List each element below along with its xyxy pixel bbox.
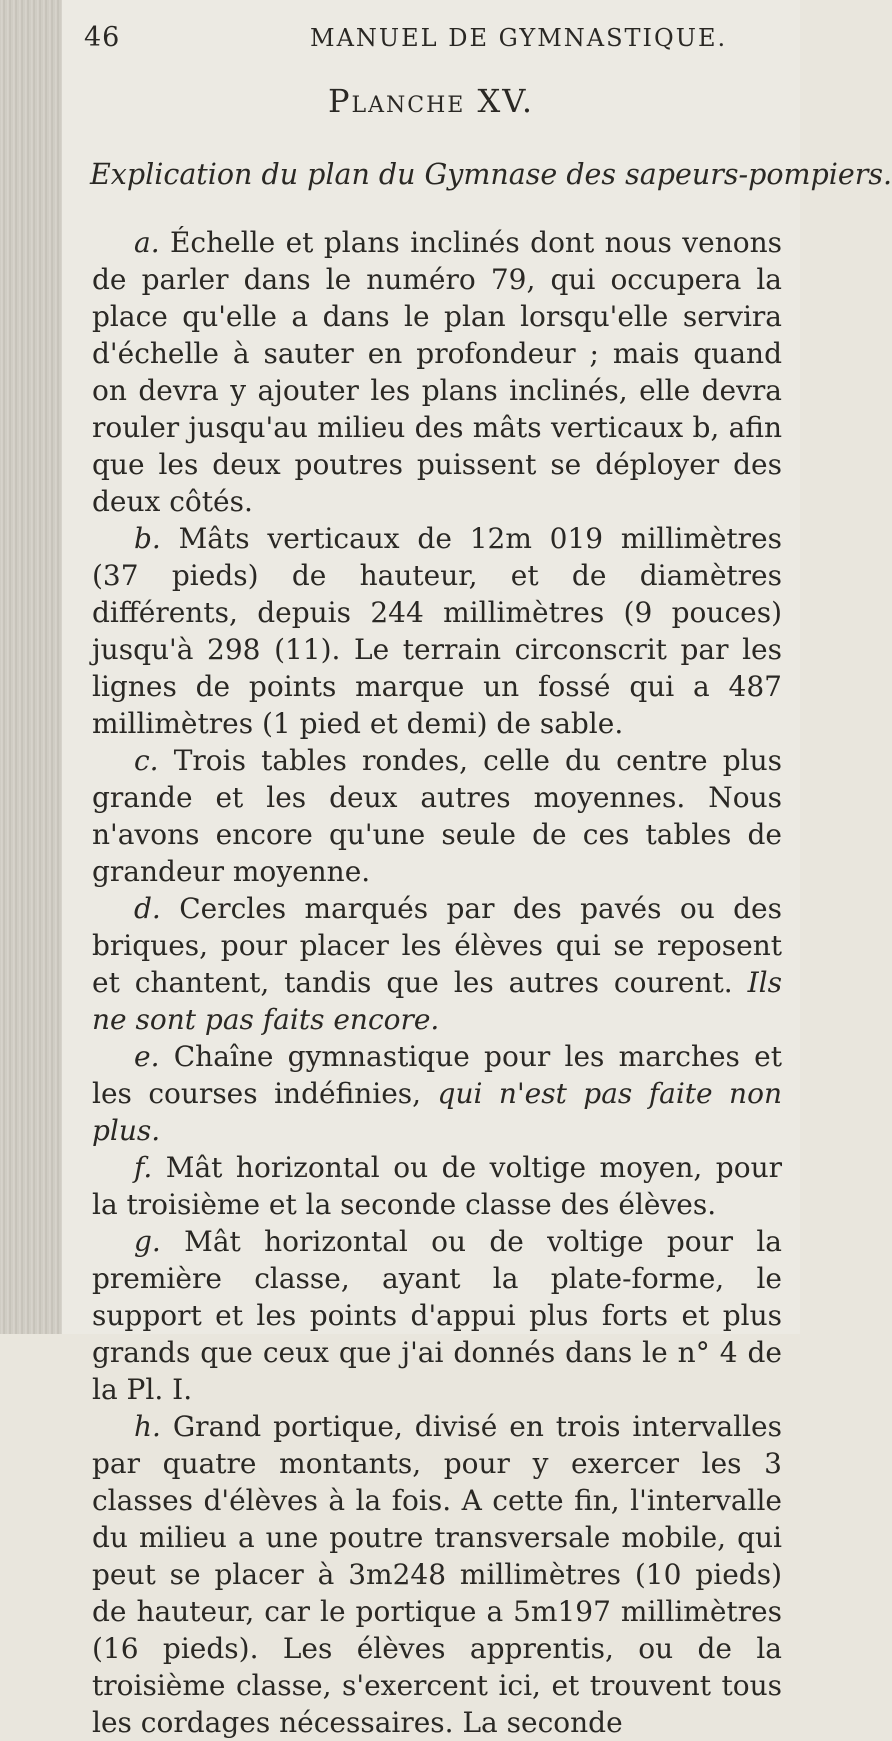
item-label: d. — [134, 892, 161, 925]
paragraph-a — [92, 224, 782, 520]
paragraph-text: Chaîne gymnastique pour les marches et les courses indéfinies, — [92, 1040, 782, 1110]
item-label: g. — [134, 1225, 161, 1258]
paragraph-text: Échelle et plans inclinés dont nous venons de parler dans le numéro 79, qui occupera la place qu'elle a dans le plan lorsqu'elle servira d'échelle à sauter en profondeur ; mais quand on devra y ajouter les plans inclinés, elle devra rouler jusqu'au milieu des mâts verticaux b, afin que les deux poutres puissent se déployer des deux côtés. — [92, 226, 782, 518]
paragraph-text: Mât horizontal ou de voltige moyen, pour la troisième et la seconde classe des élèves. — [92, 1151, 782, 1221]
paragraph-italic-note: qui n'est pas faite non plus. — [92, 1077, 782, 1147]
item-label: e. — [134, 1040, 160, 1073]
section-subtitle: Explication du plan du Gymnase des sapeurs-pompiers. — [90, 158, 892, 191]
body-text — [92, 224, 782, 1741]
paragraph-g — [92, 1223, 782, 1408]
plate-title: Planche XV. — [328, 82, 534, 120]
paragraph-h — [92, 1408, 782, 1741]
page-number: 46 — [84, 22, 121, 53]
paragraph-text: Trois tables rondes, celle du centre plus grande et les deux autres moyennes. Nous n'avons encore qu'une seule de ces tables de grandeur moyenne. — [92, 744, 782, 888]
paragraph-b — [92, 520, 782, 742]
paragraph-text: Mât horizontal ou de voltige pour la première classe, ayant la plate-forme, le support et les points d'appui plus forts et plus grands que ceux que j'ai donnés dans le n° 4 de la Pl. I. — [92, 1225, 782, 1406]
item-label: c. — [134, 744, 159, 777]
paragraph-c — [92, 742, 782, 890]
paragraph-text: Cercles marqués par des pavés ou des briques, pour placer les élèves qui se reposent et chantent, tandis que les autres courent. — [92, 892, 782, 999]
paragraph-italic-note: Ils ne sont pas faits encore. — [92, 966, 782, 1036]
paragraph-f — [92, 1149, 782, 1223]
book-page — [62, 0, 892, 1739]
paragraph-text: Mâts verticaux de 12m 019 millimètres (37 pieds) de hauteur, et de diamètres différents, depuis 244 millimètres (9 pouces) jusqu'à 298 (11). Le terrain circonscrit par les lignes de points marque un fossé qui a 487 millimètres (1 pied et demi) de sable. — [92, 522, 782, 740]
paragraph-d — [92, 890, 782, 1038]
item-label: a. — [134, 226, 160, 259]
book-gutter — [0, 0, 62, 1334]
paragraph-e — [92, 1038, 782, 1149]
item-label: h. — [134, 1410, 161, 1443]
paragraph-text: Grand portique, divisé en trois intervalles par quatre montants, pour y exercer les 3 classes d'élèves à la fois. A cette fin, l'intervalle du milieu a une poutre transversale mobile, qui peut se placer à 3m248 millimètres (10 pieds) de hauteur, car le portique a 5m197 millimètres (16 pieds). Les élèves apprentis, ou de la troisième classe, s'exercent ici, et trouvent tous les cordages nécessaires. La seconde — [92, 1410, 782, 1739]
item-label: f. — [134, 1151, 153, 1184]
running-title: MANUEL DE GYMNASTIQUE. — [310, 24, 728, 52]
item-label: b. — [134, 522, 161, 555]
